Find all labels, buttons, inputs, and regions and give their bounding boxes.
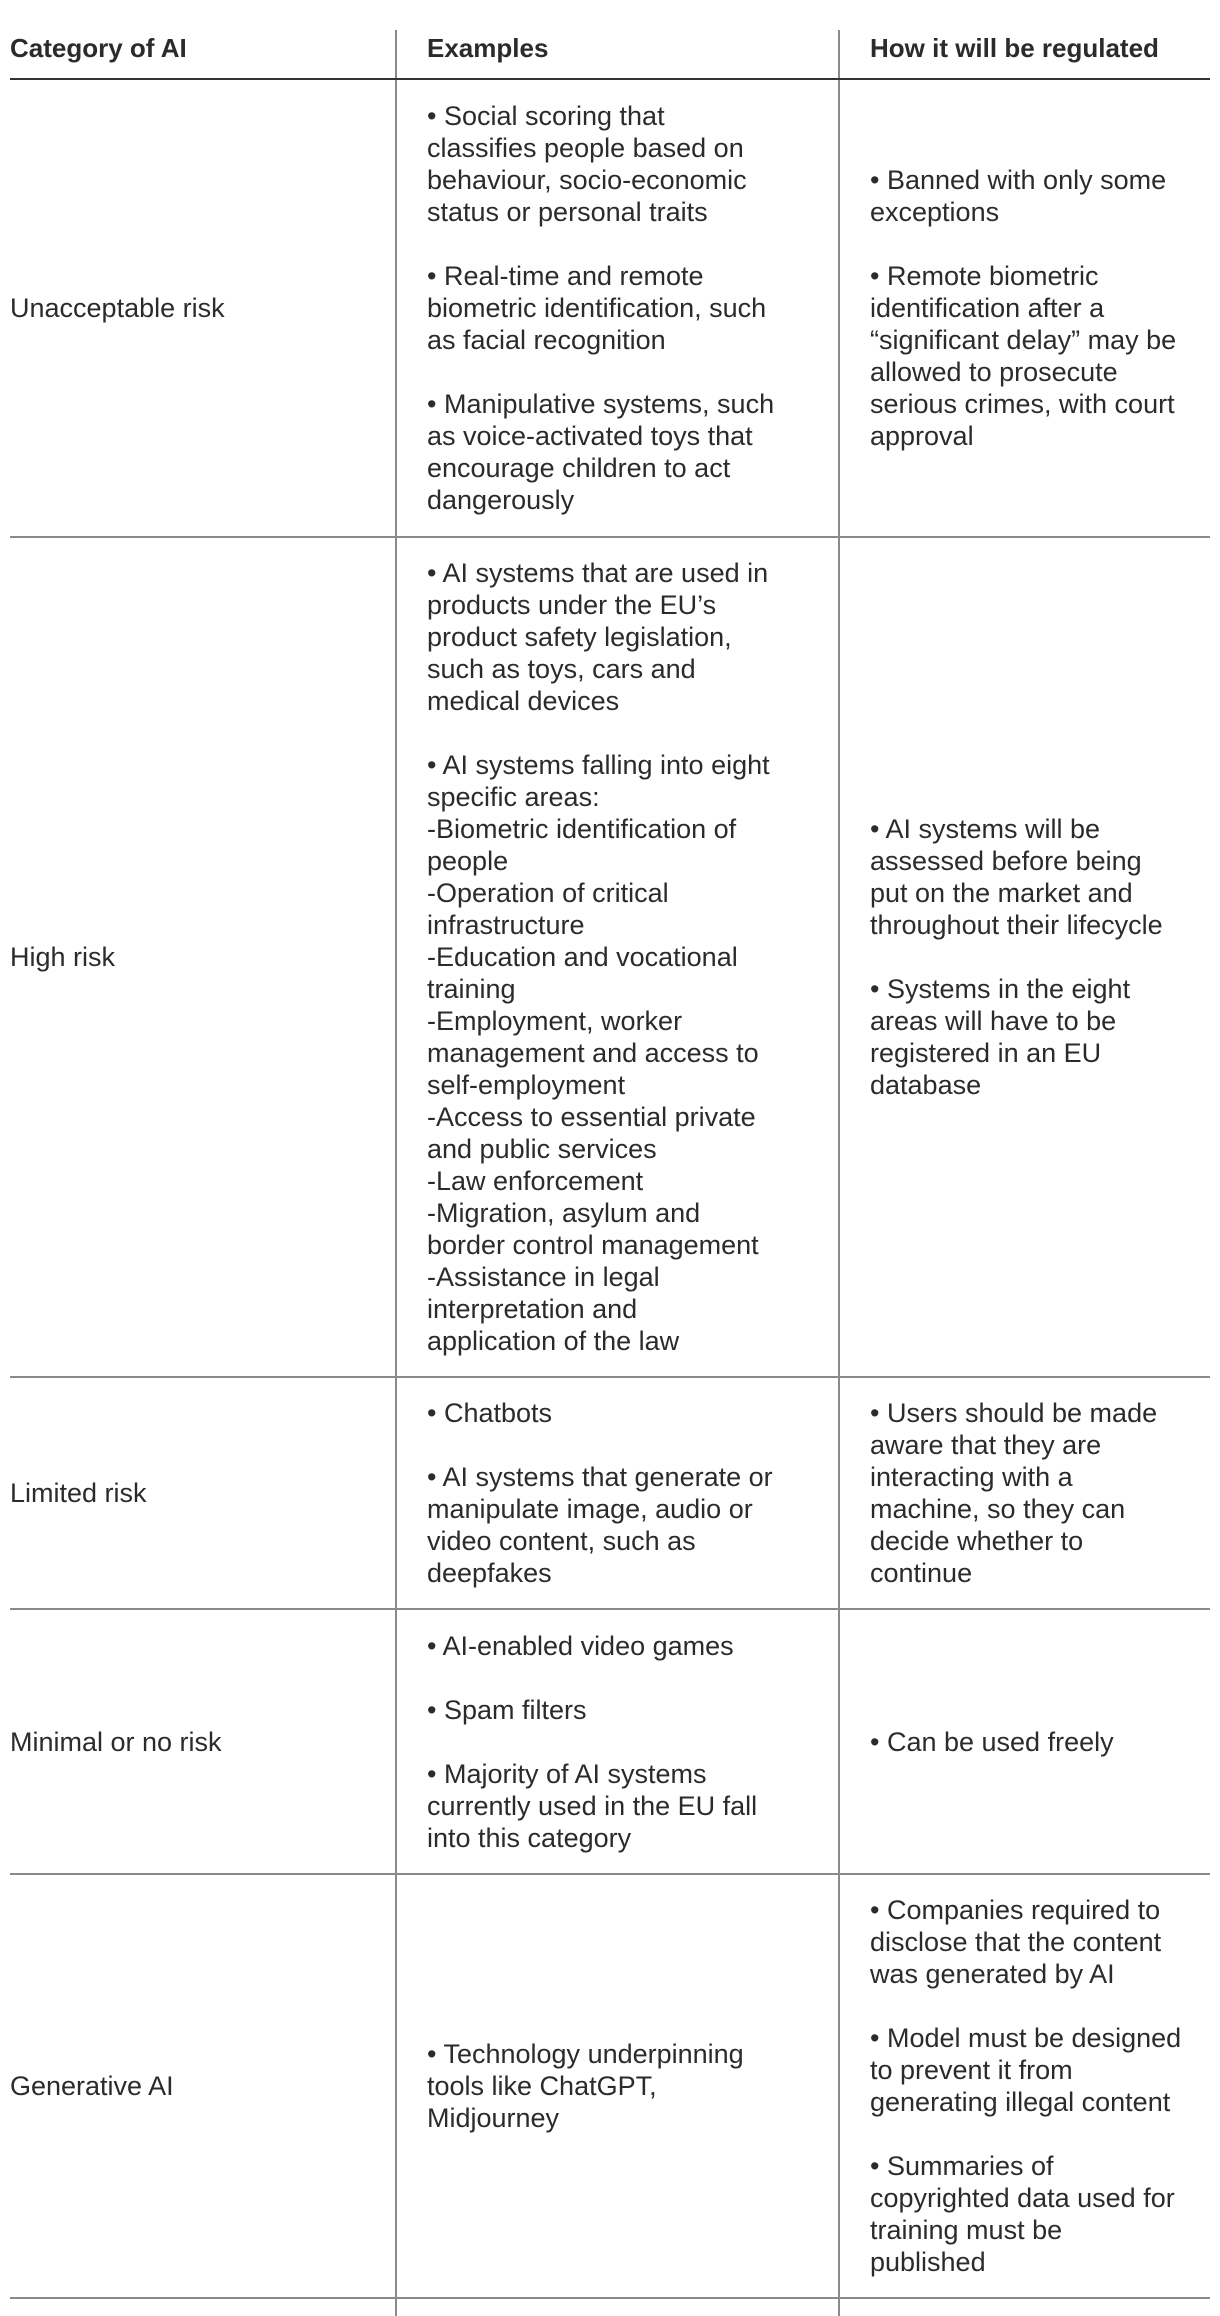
example-text-line: currently used in the EU fall	[427, 1790, 758, 1821]
regulation-text-line: copyrighted data used for	[870, 2183, 1175, 2213]
table-row	[10, 1378, 1210, 1610]
regulation-paragraph	[870, 1726, 1210, 1758]
example-text-line: video content, such as	[427, 1526, 696, 1556]
example-paragraph	[427, 557, 826, 717]
example-text-line: management and access to	[427, 1038, 759, 1068]
examples-cell	[395, 2038, 838, 2134]
example-text-line: training	[427, 974, 516, 1004]
risk-category-cell: Unacceptable risk	[10, 293, 225, 323]
example-text-line: -Employment, worker	[427, 1006, 683, 1036]
regulation-paragraph	[870, 2022, 1210, 2118]
example-text-line: -Education and vocational	[427, 942, 738, 972]
ai-regulation-table	[10, 30, 1210, 2299]
example-text-line: • Chatbots	[427, 1398, 553, 1428]
example-paragraph	[427, 1694, 826, 1726]
regulation-text-line: interacting with a	[870, 1462, 1073, 1492]
regulation-text-line: continue	[870, 1558, 973, 1588]
examples-cell	[395, 557, 838, 1357]
regulation-text-line: • Banned with only some	[870, 165, 1167, 195]
regulation-paragraph	[870, 164, 1210, 228]
regulation-cell	[838, 1894, 1210, 2278]
regulation-text-line: • Model must be designed	[870, 2023, 1182, 2053]
example-text-line: biometric identification, such	[427, 293, 767, 323]
example-text-line: • Social scoring that	[427, 101, 665, 131]
example-text-line: -Law enforcement	[427, 1166, 644, 1196]
example-text-line: • Majority of AI systems	[427, 1758, 707, 1789]
example-text-line: self-employment	[427, 1070, 626, 1100]
regulation-text-line: • Users should be made	[870, 1398, 1158, 1428]
example-text-line: products under the EU’s	[427, 590, 717, 620]
regulation-text-line: decide whether to	[870, 1526, 1084, 1556]
regulation-paragraph	[870, 260, 1210, 452]
regulation-text-line: assessed before being	[870, 846, 1142, 876]
regulation-cell	[838, 813, 1210, 1101]
regulation-paragraph	[870, 1397, 1210, 1589]
example-text-line: -Assistance in legal	[427, 1262, 660, 1292]
example-text-line: • AI-enabled video games	[427, 1630, 734, 1661]
example-text-line: people	[427, 846, 509, 876]
regulation-text-line: to prevent it from	[870, 2055, 1073, 2085]
example-paragraph	[427, 1461, 826, 1589]
table-row	[10, 1610, 1210, 1875]
regulation-text-line: published	[870, 2247, 986, 2277]
example-text-line: tools like ChatGPT,	[427, 2071, 657, 2101]
example-text-line: product safety legislation,	[427, 622, 732, 652]
example-text-line: • Manipulative systems, such	[427, 389, 775, 419]
example-text-line: into this category	[427, 1822, 632, 1853]
example-text-line: medical devices	[427, 686, 620, 716]
example-text-line: encourage children to act	[427, 453, 731, 483]
examples-cell	[395, 1397, 838, 1589]
regulation-text-line: • Can be used freely	[870, 1726, 1114, 1757]
example-text-line: status or personal traits	[427, 197, 708, 227]
table-header-row	[10, 30, 1210, 80]
table-row	[10, 1875, 1210, 2299]
example-text-line: -Biometric identification of	[427, 814, 737, 844]
example-text-line: behaviour, socio-economic	[427, 165, 747, 195]
example-text-line: specific areas:	[427, 782, 600, 812]
regulation-text-line: identification after a	[870, 293, 1105, 323]
regulation-text-line: areas will have to be	[870, 1006, 1117, 1036]
example-paragraph	[427, 388, 826, 516]
example-text-line: Midjourney	[427, 2103, 560, 2133]
example-text-line: deepfakes	[427, 1558, 552, 1588]
header-regulation: How it will be regulated	[870, 33, 1159, 63]
table-body	[10, 80, 1210, 2299]
example-text-line: • AI systems falling into eight	[427, 750, 770, 780]
regulation-text-line: serious crimes, with court	[870, 389, 1175, 419]
example-paragraph	[427, 1397, 826, 1429]
example-text-line: -Access to essential private	[427, 1102, 756, 1132]
example-paragraph	[427, 2038, 826, 2134]
regulation-paragraph	[870, 1894, 1210, 1990]
risk-category-cell: High risk	[10, 942, 116, 972]
regulation-text-line: exceptions	[870, 197, 1000, 227]
regulation-paragraph	[870, 2150, 1210, 2278]
header-examples: Examples	[427, 33, 549, 63]
regulation-text-line: • Remote biometric	[870, 261, 1099, 291]
examples-cell	[395, 1630, 838, 1854]
regulation-cell	[838, 164, 1210, 452]
risk-category-cell: Minimal or no risk	[10, 1726, 222, 1757]
header-category: Category of AI	[10, 33, 187, 63]
regulation-text-line: aware that they are	[870, 1430, 1102, 1460]
regulation-text-line: disclose that the content	[870, 1927, 1162, 1957]
example-text-line: as facial recognition	[427, 325, 666, 355]
example-paragraph	[427, 749, 826, 1357]
table-row	[10, 80, 1210, 538]
risk-category-cell: Generative AI	[10, 2071, 174, 2101]
examples-cell	[395, 100, 838, 516]
example-text-line: infrastructure	[427, 910, 585, 940]
table-row	[10, 538, 1210, 1378]
risk-category-cell: Limited risk	[10, 1478, 147, 1508]
example-text-line: classifies people based on	[427, 133, 744, 163]
example-text-line: border control management	[427, 1230, 759, 1260]
regulation-text-line: “significant delay” may be	[870, 325, 1177, 355]
regulation-text-line: training must be	[870, 2215, 1063, 2245]
regulation-text-line: • Companies required to	[870, 1895, 1161, 1925]
regulation-text-line: allowed to prosecute	[870, 357, 1118, 387]
regulation-text-line: database	[870, 1070, 982, 1100]
example-text-line: • AI systems that generate or	[427, 1462, 773, 1492]
regulation-cell	[838, 1397, 1210, 1589]
example-text-line: -Operation of critical	[427, 878, 669, 908]
regulation-text-line: generating illegal content	[870, 2087, 1171, 2117]
example-text-line: such as toys, cars and	[427, 654, 696, 684]
example-text-line: • Technology underpinning	[427, 2039, 744, 2069]
example-text-line: and public services	[427, 1134, 657, 1164]
regulation-text-line: was generated by AI	[870, 1959, 1115, 1989]
regulation-text-line: • AI systems will be	[870, 814, 1101, 844]
example-text-line: application of the law	[427, 1326, 680, 1356]
regulation-text-line: • Summaries of	[870, 2151, 1054, 2181]
example-text-line: dangerously	[427, 485, 575, 515]
regulation-text-line: approval	[870, 421, 974, 451]
example-text-line: interpretation and	[427, 1294, 638, 1324]
regulation-paragraph	[870, 973, 1210, 1101]
regulation-text-line: machine, so they can	[870, 1494, 1126, 1524]
example-text-line: -Migration, asylum and	[427, 1198, 701, 1228]
example-text-line: manipulate image, audio or	[427, 1494, 753, 1524]
example-paragraph	[427, 1630, 826, 1662]
example-paragraph	[427, 260, 826, 356]
example-text-line: • Spam filters	[427, 1694, 587, 1725]
regulation-text-line: throughout their lifecycle	[870, 910, 1163, 940]
regulation-text-line: put on the market and	[870, 878, 1133, 908]
example-paragraph	[427, 1758, 826, 1854]
regulation-paragraph	[870, 813, 1210, 941]
example-text-line: • AI systems that are used in	[427, 558, 769, 588]
regulation-cell	[838, 1726, 1210, 1758]
regulation-text-line: • Systems in the eight	[870, 974, 1131, 1004]
example-paragraph	[427, 100, 826, 228]
example-text-line: • Real-time and remote	[427, 261, 704, 291]
regulation-text-line: registered in an EU	[870, 1038, 1102, 1068]
example-text-line: as voice-activated toys that	[427, 421, 753, 451]
